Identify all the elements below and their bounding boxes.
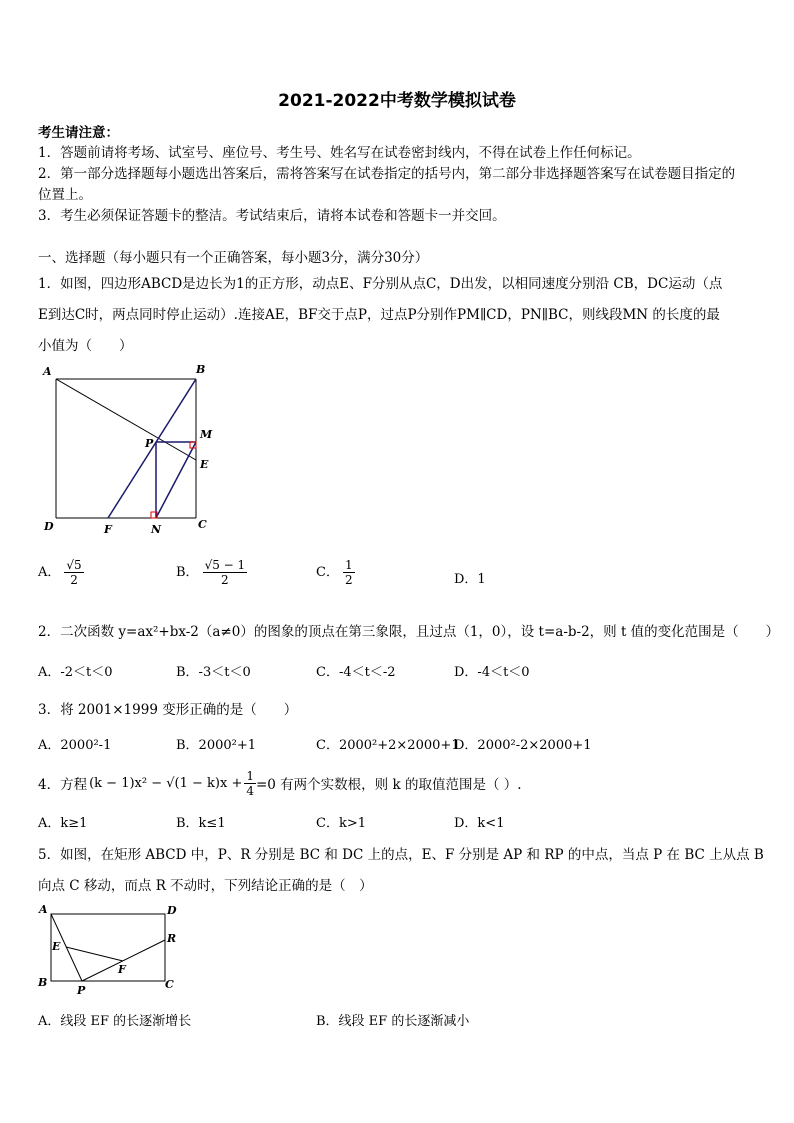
q3-option-c[interactable]: C．2000²+2×2000+1 [316, 738, 460, 753]
q1-option-b-numerator: √5 − 1 [204, 558, 246, 572]
q4-text-post: =0 有两个实数根，则 k 的取值范围是（ ）. [255, 777, 522, 793]
q3-text: 3．将 2001×1999 变形正确的是（ ） [38, 702, 298, 718]
q4-text-pre: 4．方程 [38, 777, 88, 793]
notice-item-1: 1．答题前请将考场、试室号、座位号、考生号、姓名写在试卷密封线内，不得在试卷上作任何标记。 [38, 145, 641, 161]
q1-line3: 小值为（ ） [38, 338, 133, 354]
label-d: D [44, 520, 54, 533]
q1-option-a-numerator: √5 [66, 558, 82, 572]
q1-option-a-denominator: 2 [70, 573, 78, 587]
q5-option-b[interactable]: B．线段 EF 的长逐渐减小 [316, 1014, 470, 1029]
q4-fraction [244, 769, 256, 798]
q1-option-d[interactable]: D．1 [454, 572, 486, 587]
label-r: R [167, 932, 177, 945]
notice-heading: 考生请注意： [38, 125, 119, 141]
q2-option-a[interactable]: A．-2＜t＜0 [38, 665, 113, 680]
label-p: P [145, 437, 154, 450]
q4-option-b[interactable]: B．k≤1 [176, 816, 226, 831]
q4-option-d[interactable]: D．k<1 [454, 816, 505, 831]
q4-formula: (k − 1)x² − √(1 − k)x + [89, 775, 243, 791]
q2-option-b[interactable]: B．-3＜t＜0 [176, 665, 251, 680]
q1-option-c-label: C． [316, 565, 339, 580]
q4-text [38, 766, 522, 800]
q3-option-d[interactable]: D．2000²-2×2000+1 [454, 738, 592, 753]
q1-option-b-denominator: 2 [221, 573, 229, 587]
segment-ae [56, 379, 196, 460]
q1-option-a[interactable] [38, 558, 84, 587]
q1-option-c-denominator: 2 [344, 573, 353, 587]
section-heading: 一、选择题（每小题只有一个正确答案，每小题3分，满分30分） [38, 250, 429, 266]
label-d: D [167, 904, 177, 917]
label-p: P [77, 984, 86, 997]
q4-option-a[interactable]: A．k≥1 [38, 816, 88, 831]
label-a: A [39, 903, 48, 916]
label-e: E [200, 458, 209, 471]
q5-option-a[interactable]: A．线段 EF 的长逐渐增长 [38, 1014, 192, 1029]
label-n: N [151, 523, 162, 536]
q4-fraction-numerator: 1 [246, 768, 254, 783]
label-c: C [165, 978, 174, 991]
q2-option-c[interactable]: C．-4＜t＜-2 [316, 665, 396, 680]
segment-ef [66, 947, 123, 961]
q3-option-a[interactable]: A．2000²-1 [38, 738, 112, 753]
label-f: F [104, 523, 112, 536]
label-b: B [38, 976, 48, 989]
q2-option-d[interactable]: D．-4＜t＜0 [454, 665, 530, 680]
q4-option-c[interactable]: C．k>1 [316, 816, 366, 831]
q3-option-b[interactable]: B．2000²+1 [176, 738, 257, 753]
label-b: B [196, 363, 206, 376]
page-title: 2021-2022中考数学模拟试卷 [278, 91, 516, 111]
notice-item-3: 3．考生必须保证答题卡的整洁。考试结束后，请将本试卷和答题卡一并交回。 [38, 208, 506, 224]
q1-option-a-fraction [64, 558, 83, 587]
q5-rectangle-figure [36, 900, 186, 998]
q5-line2: 向点 C 移动，而点 R 不动时，下列结论正确的是（ ） [38, 878, 373, 894]
segment-mn [156, 442, 196, 518]
q1-option-c-numerator: 1 [344, 558, 353, 572]
q4-fraction-denominator: 4 [246, 783, 254, 798]
q2-text: 2．二次函数 y=ax²+bx-2（a≠0）的图象的顶点在第三象限，且过点（1，0），设 t=a-b-2，则 t 值的变化范围是（ ） [38, 624, 780, 640]
q5-line1: 5．如图，在矩形 ABCD 中，P、R 分别是 BC 和 DC 上的点，E、F 分别是 AP 和 RP 的中点，当点 P 在 BC 上从点 B [38, 847, 764, 863]
q1-option-a-label: A． [38, 565, 61, 580]
label-a: A [43, 365, 52, 378]
q1-option-c-fraction [343, 558, 355, 587]
label-f: F [118, 963, 126, 976]
q1-line2: E到达C时，两点同时停止运动）.连接AE，BF交于点P，过点P分别作PM∥CD，PN∥BC，则线段MN 的长度的最 [38, 307, 720, 323]
q1-option-b[interactable] [176, 558, 247, 587]
q1-option-c[interactable] [316, 558, 355, 587]
q1-line1: 1．如图，四边形ABCD是边长为1的正方形，动点E、F分别从点C，D出发，以相同速度分别沿 CB，DC运动（点 [38, 276, 723, 292]
q1-square-figure [38, 362, 228, 542]
q1-option-b-label: B． [176, 565, 199, 580]
notice-item-2-line1: 2．第一部分选择题每小题选出答案后，需将答案写在试卷指定的括号内，第二部分非选择题答案写在试卷题目指定的 [38, 166, 736, 182]
label-m: M [200, 428, 213, 441]
label-c: C [198, 518, 207, 531]
notice-item-2-line2: 位置上。 [38, 187, 92, 203]
q1-option-b-fraction [203, 558, 248, 587]
label-e: E [52, 940, 61, 953]
